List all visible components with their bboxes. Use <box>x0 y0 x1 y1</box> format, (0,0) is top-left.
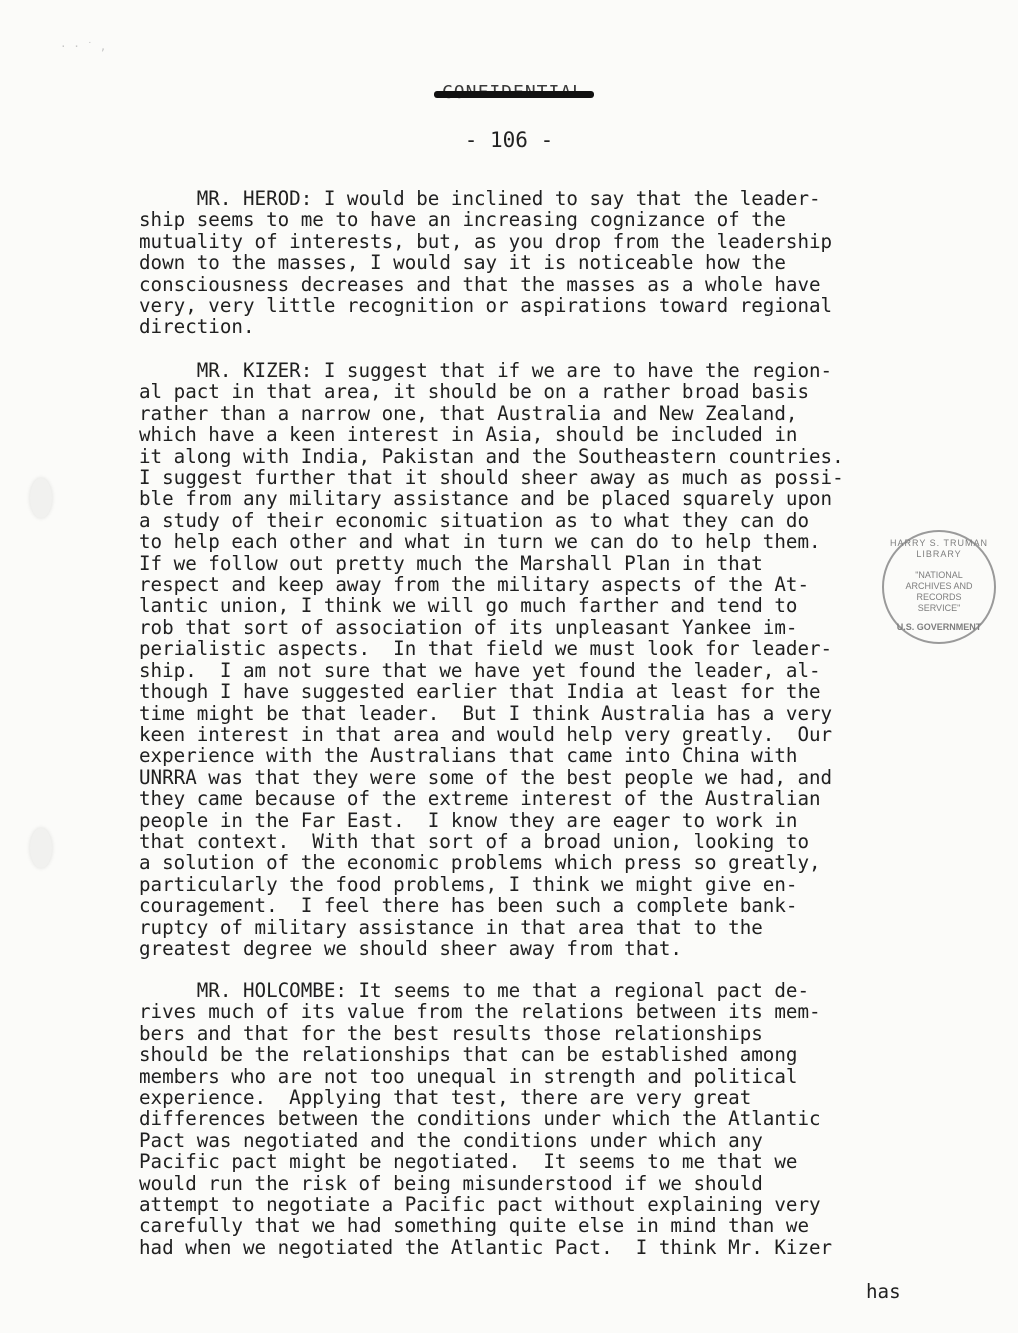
paragraph-kizer: MR. KIZER: I suggest that if we are to have the region- al pact in that area, it should be on a rather broad basis rather than a narrow one, that Australia and New Zealand, which have a keen interest in Asia, should be included in it along with India, Pakistan and the Southeastern countries. I suggest further that it should sheer away as much as possi- ble from any military assistance and be placed squarely upon a study of their economic situation as to what they can do to help each other and what in turn we can do to help them. If we follow out pretty much the Marshall Plan in that respect and keep away from the military aspects of the At- lantic union, I think we will go much farther and tend to rob that sort of association of its unpleasant Yankee im- perialistic aspects. In that field we must look for leader- ship. I am not sure that we have yet found the leader, al- though I have suggested earlier that India at least for the time might be that leader. But I think Australia has a very keen interest in that area and would help very greatly. Our experience with the Australians that came into China with UNRRA was that they were some of the best people we had, and they came because of the extreme interest of the Australian people in the Far East. I know they are eager to work in that context. With that sort of a broad union, looking to a solution of the economic problems which press so greatly, particularly the food problems, I think we might give en- couragement. I feel there has been such a complete bank- ruptcy of military assistance in that area that to the greatest degree we should sheer away from that. <box>139 359 844 960</box>
stamp-bottom-text: U.S. GOVERNMENT <box>896 622 982 632</box>
stamp-line: RECORDS <box>916 592 962 602</box>
punch-hole <box>30 478 52 518</box>
paper-specks: · · ˙ , <box>60 40 107 53</box>
stamp-arc-text: HARRY S. TRUMAN LIBRARY <box>889 538 989 559</box>
paragraph-herod: MR. HEROD: I would be inclined to say that the leader- ship seems to me to have an increasing cognizance of the mutuality of interests, but, as you drop from the leadership down to the masses, I would say it is noticeable how the consciousness decreases and that the masses as a whole have very, very little recognition or aspirations toward regional direction. <box>139 187 833 339</box>
continuation-word: has <box>866 1280 901 1303</box>
stamp-line: SERVICE" <box>917 603 961 613</box>
punch-hole <box>30 828 52 868</box>
paragraph-holcombe: MR. HOLCOMBE: It seems to me that a regional pact de- rives much of its value from the relations between its mem- bers and that for the best results those relationships should be the relationships that can be established among members who are not too unequal in strength and political experience. Applying that test, there are very great differences between the conditions under which the Atlantic Pact was negotiated and the conditions under which any Pacific pact might be negotiated. It seems to me that we would run the risk of being misunderstood if we should attempt to negotiate a Pacific pact without explaining very carefully that we had something quite else in mind than we had when we negotiated the Atlantic Pact. I think Mr. Kizer <box>139 979 833 1259</box>
classification-strikethrough <box>434 91 594 98</box>
archive-stamp <box>882 530 996 644</box>
stamp-line: "NATIONAL <box>915 570 963 580</box>
stamp-line: ARCHIVES AND <box>905 581 973 591</box>
page-number: - 106 - <box>464 128 554 152</box>
